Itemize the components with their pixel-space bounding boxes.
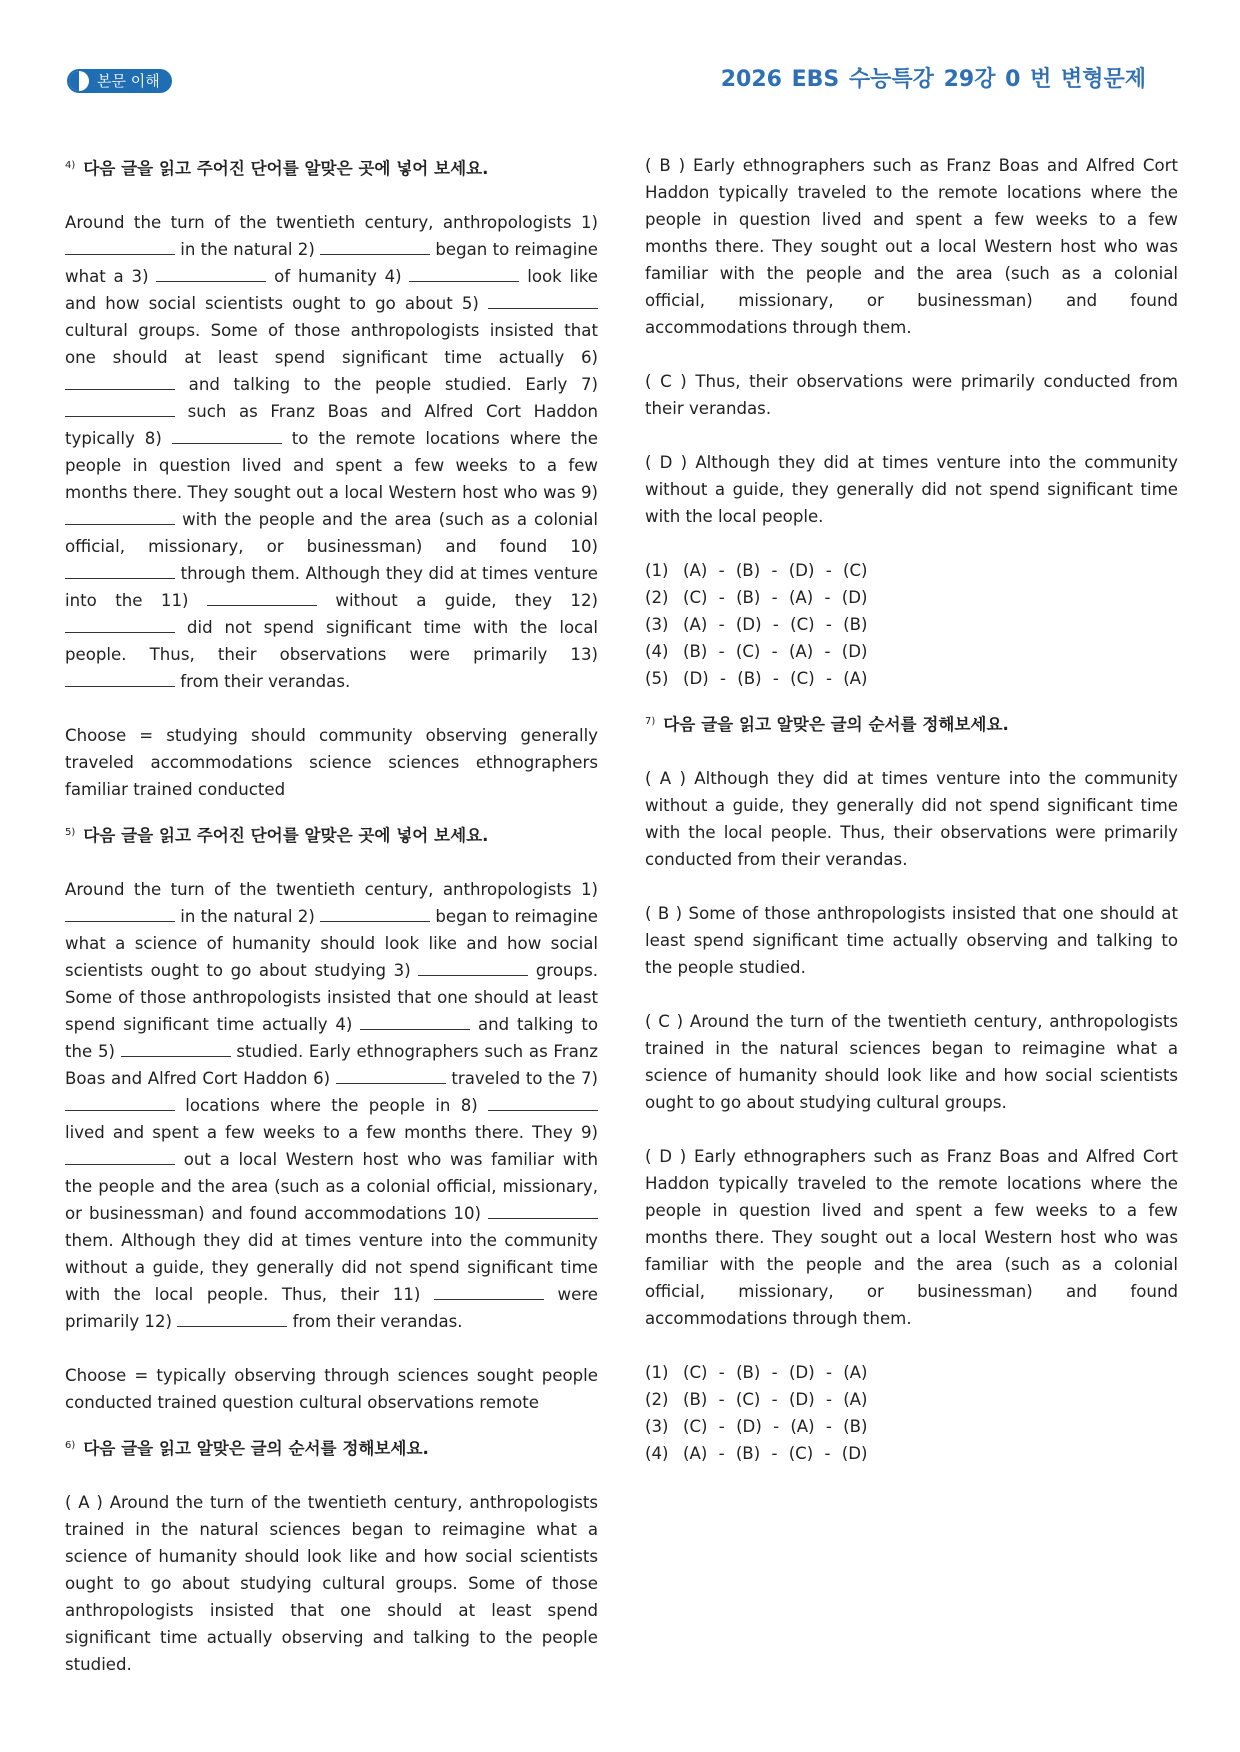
question-instruction: 다음 글을 읽고 알맞은 글의 순서를 정해보세요. <box>663 715 1009 734</box>
passage-text: cultural groups. Some of those anthropologists insisted that one should at least spend significant time actually 6) <box>65 321 598 367</box>
answer-blank[interactable] <box>336 1068 446 1084</box>
answer-blank[interactable] <box>488 1203 598 1219</box>
paragraph-label: ( A ) <box>645 769 686 788</box>
answer-blank[interactable] <box>177 1311 287 1327</box>
question-instruction: 다음 글을 읽고 주어진 단어를 알맞은 곳에 넣어 보세요. <box>83 826 489 845</box>
question-6-paragraph-a <box>65 1489 598 1678</box>
paragraph-label: ( B ) <box>645 156 686 175</box>
passage-text: began to reimagine what a science of humanity should look like and how social scientists ought to go about studying 3) <box>65 907 599 980</box>
question-6-paragraph-d <box>645 449 1178 530</box>
answer-blank[interactable] <box>409 266 519 282</box>
question-4-passage <box>65 209 598 695</box>
passage-text: groups. Some of those anthropologists insisted that one should at least spend significant time actually 4) <box>65 961 598 1034</box>
passage-text: lived and spent a few weeks to a few months there. They 9) <box>65 1123 598 1142</box>
paragraph-text: Thus, their observations were primarily conducted from their verandas. <box>645 372 1178 418</box>
answer-blank[interactable] <box>172 428 282 444</box>
paragraph-text: Around the turn of the twentieth century, anthropologists trained in the natural sciences began to reimagine what a science of humanity should look like and how social scientists ought to go about studying cultural groups. <box>645 1012 1178 1112</box>
badge-label: 본문 이해 <box>97 72 160 90</box>
passage-text: to the remote locations where the people in question lived and spent a few weeks to a few months there. They sought out a local Western host who was 9) <box>65 429 598 502</box>
paragraph-text: Some of those anthropologists insisted that one should at least spend significant time actually observing and talking to the people studied. <box>645 904 1178 977</box>
passage-text: Around the turn of the twentieth century, anthropologists 1) <box>65 213 598 232</box>
answer-blank[interactable] <box>488 1095 598 1111</box>
question-4-word-bank: Choose = studying should community observing generally traveled accommodations science sciences ethnographers familiar trained conducted <box>65 726 598 799</box>
paragraph-label: ( D ) <box>645 1147 687 1166</box>
question-number: 4) <box>65 160 76 171</box>
passage-text: and talking to the 5) <box>65 1015 598 1061</box>
section-badge <box>67 69 172 93</box>
passage-text: with the people and the area (such as a colonial official, missionary, or businessman) and found 10) <box>65 510 598 556</box>
paragraph-text: Although they did at times venture into the community without a guide, they generally did not spend significant time with the local people. Thus, their observations were primarily conducted from their verandas. <box>645 769 1178 869</box>
passage-text: out a local Western host who was familiar with the people and the area (such as a colonial official, missionary, or businessman) and found accommodations 10) <box>65 1150 598 1223</box>
question-5-word-bank: Choose = typically observing through sciences sought people conducted trained question cultural observations remote <box>65 1366 598 1412</box>
answer-blank[interactable] <box>207 590 317 606</box>
answer-blank[interactable] <box>65 563 175 579</box>
answer-blank[interactable] <box>156 266 266 282</box>
answer-choice[interactable]: (4) (A) - (B) - (C) - (D) <box>645 1444 868 1463</box>
paragraph-text: Early ethnographers such as Franz Boas and Alfred Cort Haddon typically traveled to the remote locations where the people in question lived and spent a few weeks to a few months there. They sought out a local Western host who was familiar with the people and the area (such as a colonial official, missionary, or businessman) and found accommodations through them. <box>645 1147 1178 1328</box>
question-6-title <box>65 1432 598 1462</box>
passage-text: from their verandas. <box>287 1312 463 1331</box>
page-title: 2026 EBS 수능특강 29강 0 번 변형문제 <box>720 67 1146 92</box>
answer-choice[interactable]: (2) (B) - (C) - (D) - (A) <box>645 1390 868 1409</box>
passage-text: in the natural 2) <box>175 240 321 259</box>
passage-text: studied. Early ethnographers such as Franz Boas and Alfred Cort Haddon 6) <box>65 1042 598 1088</box>
answer-blank[interactable] <box>65 1149 175 1165</box>
answer-choice[interactable]: (1) (C) - (B) - (D) - (A) <box>645 1363 868 1382</box>
question-6-choices <box>645 557 1178 692</box>
question-6-paragraph-c <box>645 368 1178 422</box>
passage-text: such as Franz Boas and Alfred Cort Haddon typically 8) <box>65 402 598 448</box>
answer-blank[interactable] <box>434 1284 544 1300</box>
answer-blank[interactable] <box>65 401 175 417</box>
answer-blank[interactable] <box>65 906 175 922</box>
question-number: 7) <box>645 716 656 727</box>
half-circle-icon <box>69 71 89 91</box>
question-4-title <box>65 152 598 182</box>
answer-blank[interactable] <box>65 671 175 687</box>
paragraph-label: ( C ) <box>645 372 687 391</box>
answer-choice[interactable]: (3) (A) - (D) - (C) - (B) <box>645 615 868 634</box>
passage-text: look like and how social scientists ought to go about 5) <box>65 267 598 313</box>
passage-text: began to reimagine what a 3) <box>65 240 599 286</box>
answer-blank[interactable] <box>320 906 430 922</box>
question-7-paragraph-b <box>645 900 1178 981</box>
answer-blank[interactable] <box>418 960 528 976</box>
question-6-paragraph-b <box>645 152 1178 341</box>
question-instruction: 다음 글을 읽고 알맞은 글의 순서를 정해보세요. <box>83 1439 429 1458</box>
passage-text: were primarily 12) <box>65 1285 598 1331</box>
question-7-paragraph-d <box>645 1143 1178 1332</box>
answer-choice[interactable]: (4) (B) - (C) - (A) - (D) <box>645 642 868 661</box>
answer-choice[interactable]: (3) (C) - (D) - (A) - (B) <box>645 1417 868 1436</box>
question-5-passage <box>65 876 598 1335</box>
question-5-title <box>65 819 598 849</box>
passage-text: through them. Although they did at times venture into the 11) <box>65 564 598 610</box>
answer-blank[interactable] <box>488 293 598 309</box>
left-column <box>65 152 598 1678</box>
paragraph-label: ( C ) <box>645 1012 684 1031</box>
passage-text: did not spend significant time with the local people. Thus, their observations were primarily 13) <box>65 618 598 664</box>
paragraph-label: ( D ) <box>645 453 688 472</box>
answer-choice[interactable]: (1) (A) - (B) - (D) - (C) <box>645 561 868 580</box>
question-instruction: 다음 글을 읽고 주어진 단어를 알맞은 곳에 넣어 보세요. <box>83 159 489 178</box>
question-7-choices <box>645 1359 1178 1467</box>
passage-text: traveled to the 7) <box>445 1069 599 1088</box>
passage-text: and talking to the people studied. Early 7) <box>175 375 598 394</box>
answer-choice[interactable]: (5) (D) - (B) - (C) - (A) <box>645 669 868 688</box>
passage-text: them. Although they did at times venture into the community without a guide, they generally did not spend significant time with the local people. Thus, their 11) <box>65 1231 598 1304</box>
passage-text: Around the turn of the twentieth century, anthropologists 1) <box>65 880 598 899</box>
passage-text: locations where the people in 8) <box>175 1096 488 1115</box>
right-column <box>645 125 1178 1467</box>
passage-text: of humanity 4) <box>266 267 410 286</box>
question-number: 5) <box>65 827 76 838</box>
question-7-paragraph-c <box>645 1008 1178 1116</box>
question-number: 6) <box>65 1440 76 1451</box>
paragraph-text: Early ethnographers such as Franz Boas and Alfred Cort Haddon typically traveled to the remote locations where the people in question lived and spent a few weeks to a few months there. They sought out a local Western host who was familiar with the people and the area (such as a colonial official, missionary, or businessman) and found accommodations through them. <box>645 156 1178 337</box>
answer-blank[interactable] <box>65 617 175 633</box>
answer-blank[interactable] <box>65 374 175 390</box>
question-7-title <box>645 708 1178 738</box>
answer-blank[interactable] <box>320 239 430 255</box>
passage-text: without a guide, they 12) <box>316 591 598 610</box>
answer-choice[interactable]: (2) (C) - (B) - (A) - (D) <box>645 588 868 607</box>
passage-text: from their verandas. <box>175 672 351 691</box>
question-7-paragraph-a <box>645 765 1178 873</box>
answer-blank[interactable] <box>121 1041 231 1057</box>
answer-blank[interactable] <box>65 509 175 525</box>
paragraph-text: Around the turn of the twentieth century, anthropologists trained in the natural sciences began to reimagine what a science of humanity should look like and how social scientists ought to go about studying cultural groups. Some of those anthropologists insisted that one should at least spend significant time actually observing and talking to the people studied. <box>65 1493 598 1674</box>
paragraph-label: ( B ) <box>645 904 683 923</box>
passage-text: in the natural 2) <box>175 907 321 926</box>
paragraph-label: ( A ) <box>65 1493 103 1512</box>
answer-blank[interactable] <box>360 1014 470 1030</box>
answer-blank[interactable] <box>65 239 175 255</box>
paragraph-text: Although they did at times venture into the community without a guide, they generally did not spend significant time with the local people. <box>645 453 1178 526</box>
answer-blank[interactable] <box>65 1095 175 1111</box>
